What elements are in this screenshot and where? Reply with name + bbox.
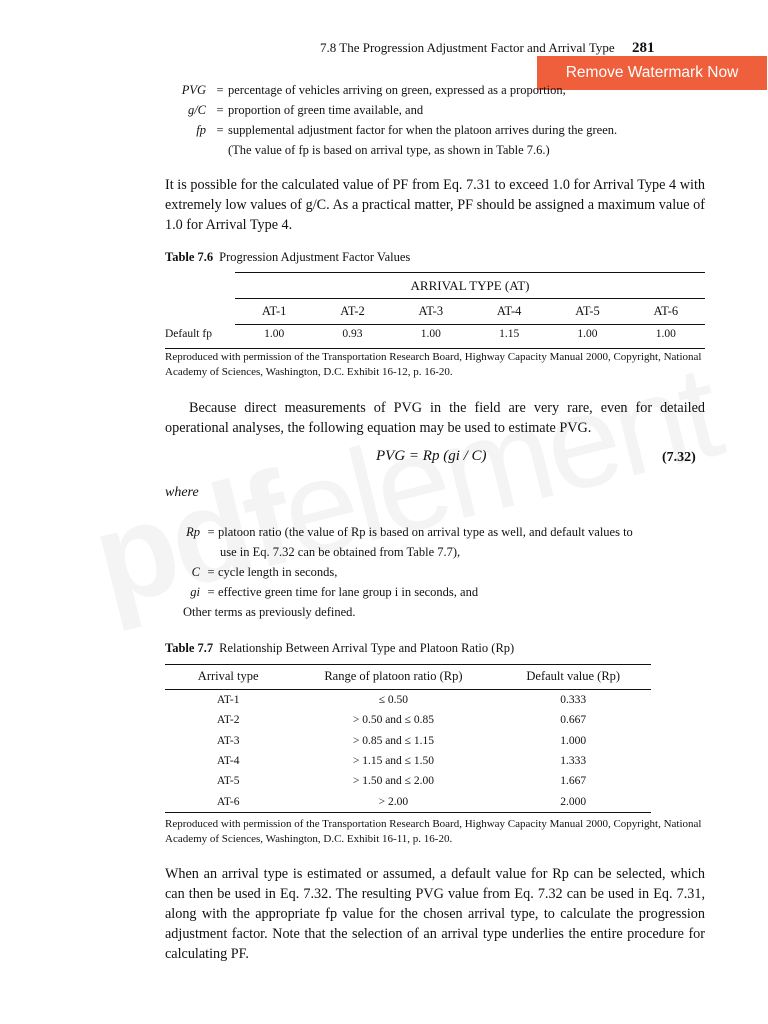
equation-number: (7.32) — [662, 450, 696, 465]
table-cell: > 0.85 and ≤ 1.15 — [352, 734, 434, 747]
definition-row: C = cycle length in seconds, — [165, 562, 705, 582]
table-rule — [235, 272, 705, 273]
definition-term: g/C — [187, 103, 206, 117]
column-header: AT-5 — [575, 304, 600, 318]
table-row — [165, 690, 651, 711]
definition-continuation: use in Eq. 7.32 can be obtained from Table 7.7), — [220, 545, 461, 559]
table-row-label: Default fp — [165, 328, 212, 340]
table-row — [165, 771, 651, 791]
definition-term: fp — [196, 123, 206, 137]
table-cell: > 1.15 and ≤ 1.50 — [352, 755, 434, 768]
table-cell: AT-1 — [216, 694, 240, 707]
definition-term: C — [191, 565, 200, 579]
table-7-6-caption: Table 7.6 Progression Adjustment Factor Values — [165, 250, 411, 264]
page-number: 281 — [631, 40, 655, 56]
table-7-7 — [165, 664, 651, 813]
where-label: where — [165, 485, 199, 500]
table-cell: 1.000 — [560, 734, 587, 747]
table-cell: ≤ 0.50 — [378, 694, 409, 707]
table-cell: 1.00 — [577, 328, 598, 340]
definition-desc: percentage of vehicles arriving on green, expressed as a proportion, — [228, 83, 566, 97]
column-header: AT-1 — [261, 304, 287, 318]
table-span-header: ARRIVAL TYPE (AT) — [410, 278, 530, 293]
table-rule — [165, 348, 705, 349]
table-7-6-credit: Reproduced with permission of the Transportation Research Board, Highway Capacity Manual 2000, Copyright, National Academy of Sciences, Washington, D.C. Exhibit 16-12, p. 16-20. — [165, 351, 702, 378]
table-cell: > 1.50 and ≤ 2.00 — [352, 775, 434, 788]
table-cell: 0.333 — [560, 694, 587, 707]
column-header: Arrival type — [165, 665, 291, 690]
definition-desc: platoon ratio (the value of Rp is based on arrival type as well, and default values to — [218, 525, 633, 539]
definition-desc: proportion of green time available, and — [228, 103, 424, 117]
table-cell: 1.00 — [264, 328, 285, 340]
running-head — [320, 40, 654, 57]
table-cell: 1.15 — [499, 328, 520, 340]
table-cell: AT-6 — [165, 791, 291, 812]
table-row — [235, 328, 705, 340]
table-rule — [235, 298, 705, 299]
column-header: AT-2 — [340, 304, 365, 318]
table-row — [165, 731, 651, 751]
table-rule — [235, 324, 705, 325]
table-cell: 1.00 — [420, 328, 441, 340]
column-header: AT-4 — [496, 304, 522, 318]
definition-desc: supplemental adjustment factor for when the platoon arrives during the green. — [228, 123, 618, 137]
definition-term: gi — [190, 585, 200, 599]
remove-watermark-button[interactable]: Remove Watermark Now — [537, 56, 767, 90]
table-cell: 1.00 — [655, 328, 676, 340]
table-cell: 0.93 — [342, 328, 363, 340]
table-cell: 1.333 — [560, 755, 587, 768]
column-header: Range of platoon ratio (Rp) — [291, 665, 495, 690]
table-row — [165, 751, 651, 771]
paragraph-3: When an arrival type is estimated or assumed, a default value for Rp can be selected, which can then be used in Eq. 7.32. The resulting PVG value from Eq. 7.32 can be used in Eq. 7.31, along with the appropriate fp value for the chosen arrival type, to calculate the progression adjustment factor. Note that the selection of an arrival type underlies the entire procedure for calculating PF. — [165, 866, 705, 962]
table-cell: > 2.00 — [291, 791, 495, 812]
paragraph-1: It is possible for the calculated value of PF from Eq. 7.31 to exceed 1.0 for Arrival Type 4 with extremely low values of g/C. As a practical matter, PF should be assigned a maximum value of 1.0 for Arrival Type 4. — [165, 177, 705, 233]
definition-note: Other terms as previously defined. — [183, 605, 356, 619]
definitions-bottom — [165, 522, 705, 622]
definition-continuation: (The value of fp is based on arrival type, as shown in Table 7.6.) — [228, 143, 550, 157]
equation: PVG = Rp (gi / C) — [376, 448, 487, 464]
table-cell: 1.667 — [560, 775, 587, 788]
definition-row: fp = supplemental adjustment factor for when the platoon arrives during the green. — [150, 120, 688, 140]
definition-row: Rp = platoon ratio (the value of Rp is based on arrival type as well, and default values to — [165, 522, 705, 542]
definition-desc: effective green time for lane group i in seconds, and — [218, 585, 479, 599]
table-header-row — [165, 665, 651, 690]
definition-desc: cycle length in seconds, — [218, 565, 338, 579]
table-cell: AT-2 — [216, 714, 240, 727]
table-cell: > 0.50 and ≤ 0.85 — [352, 714, 434, 727]
column-header: AT-3 — [418, 304, 444, 318]
definition-row: gi = effective green time for lane group i in seconds, and — [165, 582, 705, 602]
table-row — [165, 791, 651, 812]
running-head-title: 7.8 The Progression Adjustment Factor and Arrival Type — [320, 40, 615, 55]
paragraph-2: Because direct measurements of PVG in the field are very rare, even for detailed operational analyses, the following equation may be used to estimate PVG. — [165, 400, 705, 436]
table-7-7-credit: Reproduced with permission of the Transportation Research Board, Highway Capacity Manual 2000, Copyright, National Academy of Sciences, Washington, D.C. Exhibit 16-11, p. 16-20. — [165, 818, 702, 845]
table-cell: 0.667 — [560, 714, 587, 727]
table-cell: 2.000 — [495, 791, 651, 812]
definition-term: Rp — [186, 525, 200, 539]
table-cell: AT-3 — [216, 734, 240, 747]
table-row — [165, 710, 651, 730]
column-header: Default value (Rp) — [495, 665, 651, 690]
definition-row: PVG = percentage of vehicles arriving on green, expressed as a proportion, — [150, 80, 688, 100]
table-cell: AT-5 — [216, 775, 240, 788]
table-column-headers — [235, 304, 705, 319]
definition-row: g/C = proportion of green time available, and — [150, 100, 688, 120]
definitions-top — [150, 80, 688, 160]
definition-term: PVG — [181, 83, 206, 97]
column-header: AT-6 — [653, 304, 679, 318]
table-cell: AT-4 — [216, 755, 240, 768]
table-7-7-caption: Table 7.7 Relationship Between Arrival Type and Platoon Ratio (Rp) — [165, 641, 515, 655]
